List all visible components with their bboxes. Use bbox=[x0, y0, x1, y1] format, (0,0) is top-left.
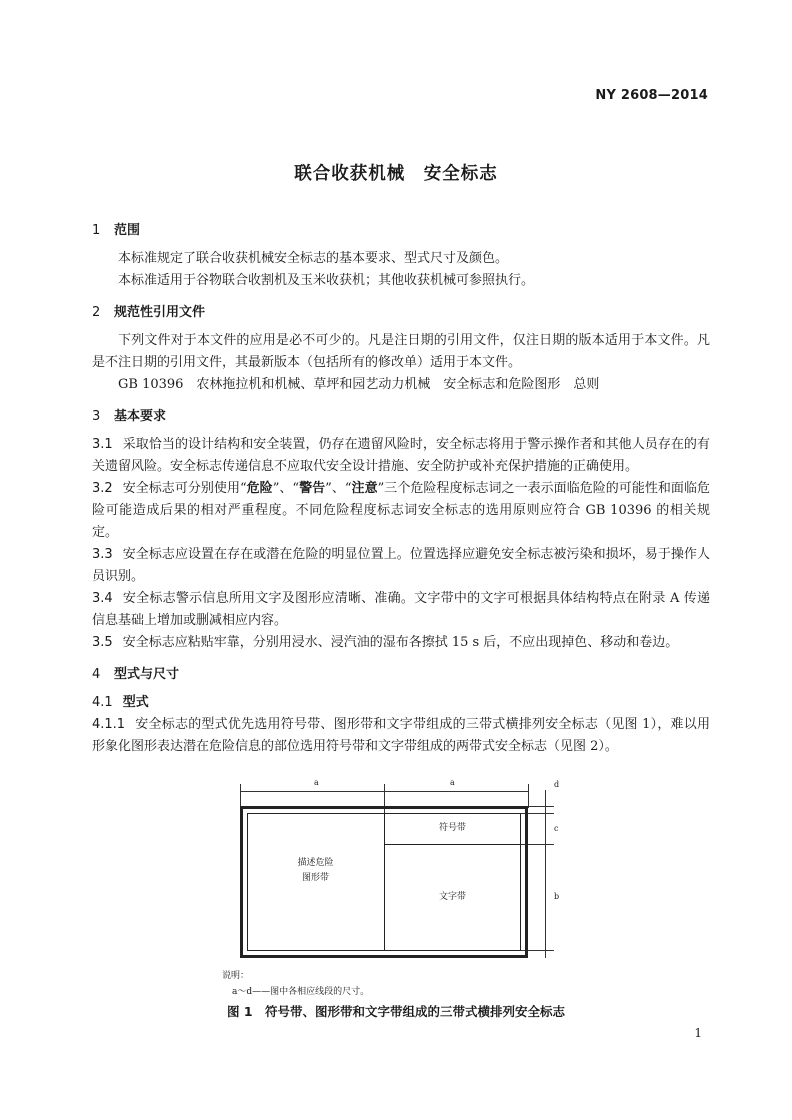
page-number: 1 bbox=[694, 1026, 702, 1040]
clause-text: 采取恰当的设计结构和安全装置，仍存在遗留风险时，安全标志将用于警示操作者和其他人员存在的有关遗留风险。安全标志传递信息不应取代安全设计措施、安全防护或补充保护措施的正确使用。 bbox=[92, 437, 710, 474]
clause-text: ”、“ bbox=[325, 481, 352, 496]
clause-number: 3.1 bbox=[92, 437, 113, 452]
clause-3-4 bbox=[92, 588, 710, 632]
dimension-label-d: d bbox=[554, 780, 560, 789]
clause-text: 安全标志可分别使用“ bbox=[122, 481, 247, 496]
clause-text: 安全标志应设置在存在或潜在危险的明显位置上。位置选择应避免安全标志被污染和损坏，易于操作人员识别。 bbox=[92, 547, 710, 584]
clause-text: 安全标志应粘贴牢靠，分别用浸水、浸汽油的湿布各擦拭 15 s 后，不应出现掉色、移动和卷边。 bbox=[122, 635, 679, 650]
section-3-heading bbox=[92, 406, 710, 428]
extension-line bbox=[240, 784, 241, 808]
band-divider-horizontal bbox=[384, 844, 521, 845]
section-title: 范围 bbox=[114, 223, 141, 238]
standard-code: NY 2608—2014 bbox=[595, 88, 708, 103]
clause-number: 3.4 bbox=[92, 591, 113, 606]
figure-1-diagram bbox=[216, 776, 596, 1012]
paragraph: 本标准规定了联合收获机械安全标志的基本要求、型式尺寸及颜色。 bbox=[118, 251, 509, 266]
document-body bbox=[92, 220, 710, 758]
clause-3-5 bbox=[92, 632, 710, 654]
section-1-heading bbox=[92, 220, 710, 242]
section-title: 型式与尺寸 bbox=[114, 667, 180, 682]
clause-number: 3.5 bbox=[92, 635, 113, 650]
document-title: 联合收获机械 安全标志 bbox=[294, 164, 498, 184]
extension-line bbox=[528, 806, 554, 807]
normative-reference: GB 10396 农林拖拉机和机械、草坪和园艺动力机械 安全标志和危险图形 总则 bbox=[118, 377, 600, 392]
subsection-title: 型式 bbox=[122, 695, 149, 710]
section-4-heading bbox=[92, 664, 710, 686]
dimension-line-right bbox=[545, 790, 546, 958]
signal-word-caution: 注意 bbox=[351, 481, 378, 496]
dimension-label-b: b bbox=[554, 892, 560, 901]
section-2-heading bbox=[92, 302, 710, 324]
section-title: 规范性引用文件 bbox=[114, 305, 206, 320]
clause-3-2 bbox=[92, 478, 710, 544]
section-number: 2 bbox=[92, 305, 101, 320]
figure-note-title: 说明： bbox=[222, 971, 250, 981]
dimension-label-c: c bbox=[554, 824, 559, 833]
figure-note-text: a～d——图中各相应线段的尺寸。 bbox=[232, 987, 370, 997]
paragraph: 下列文件对于本文件的应用是必不可少的。凡是注日期的引用文件，仅注日期的版本适用于本文件。凡是不注日期的引用文件，其最新版本（包括所有的修改单）适用于本文件。 bbox=[92, 333, 710, 370]
section-number: 3 bbox=[92, 409, 101, 424]
pictorial-band-label: 图形带 bbox=[301, 873, 329, 883]
clause-number: 4.1.1 bbox=[92, 717, 126, 732]
signal-word-danger: 危险 bbox=[246, 481, 273, 496]
figure-caption: 图 1 符号带、图形带和文字带组成的三带式横排列安全标志 bbox=[226, 1004, 566, 1019]
signal-word-warning: 警告 bbox=[299, 481, 326, 496]
clause-number: 3.3 bbox=[92, 547, 113, 562]
extension-line bbox=[528, 784, 529, 808]
clause-3-3 bbox=[92, 544, 710, 588]
section-number: 1 bbox=[92, 223, 101, 238]
symbol-band: 符号带 bbox=[438, 823, 466, 833]
dimension-label-a: a bbox=[450, 778, 455, 787]
clause-text: ”、“ bbox=[272, 481, 300, 496]
pictorial-band-label: 描述危险 bbox=[297, 858, 334, 868]
dimension-label-a: a bbox=[314, 778, 319, 787]
subsection-4-1-heading bbox=[92, 692, 710, 714]
section-title: 基本要求 bbox=[114, 409, 167, 424]
clause-4-1-1 bbox=[92, 714, 710, 758]
clause-number: 3.2 bbox=[92, 481, 113, 496]
paragraph: 本标准适用于谷物联合收割机及玉米收获机；其他收获机械可参照执行。 bbox=[118, 273, 535, 288]
clause-text: 安全标志警示信息所用文字及图形应清晰、准确。文字带中的文字可根据具体结构特点在附录 A 传递信息基础上增加或删减相应内容。 bbox=[92, 591, 710, 628]
clause-3-1 bbox=[92, 434, 710, 478]
clause-text: ”三个危险程度标志词之一表示面临危险的可能性和面临危险可能造成后果的相对严重程度。不同危险程度标志词安全标志的选用原则应符合 GB 10396 的相关规定。 bbox=[92, 481, 710, 540]
section-number: 4 bbox=[92, 667, 101, 682]
subsection-number: 4.1 bbox=[92, 695, 113, 710]
text-band: 文字带 bbox=[438, 892, 466, 902]
hazard-pictorial-band bbox=[247, 856, 384, 886]
clause-text: 安全标志的型式优先选用符号带、图形带和文字带组成的三带式横排列安全标志（见图 1），难以用形象化图形表达潜在危险信息的部位选用符号带和文字带组成的两带式安全标志（见图 2）。 bbox=[92, 717, 710, 754]
